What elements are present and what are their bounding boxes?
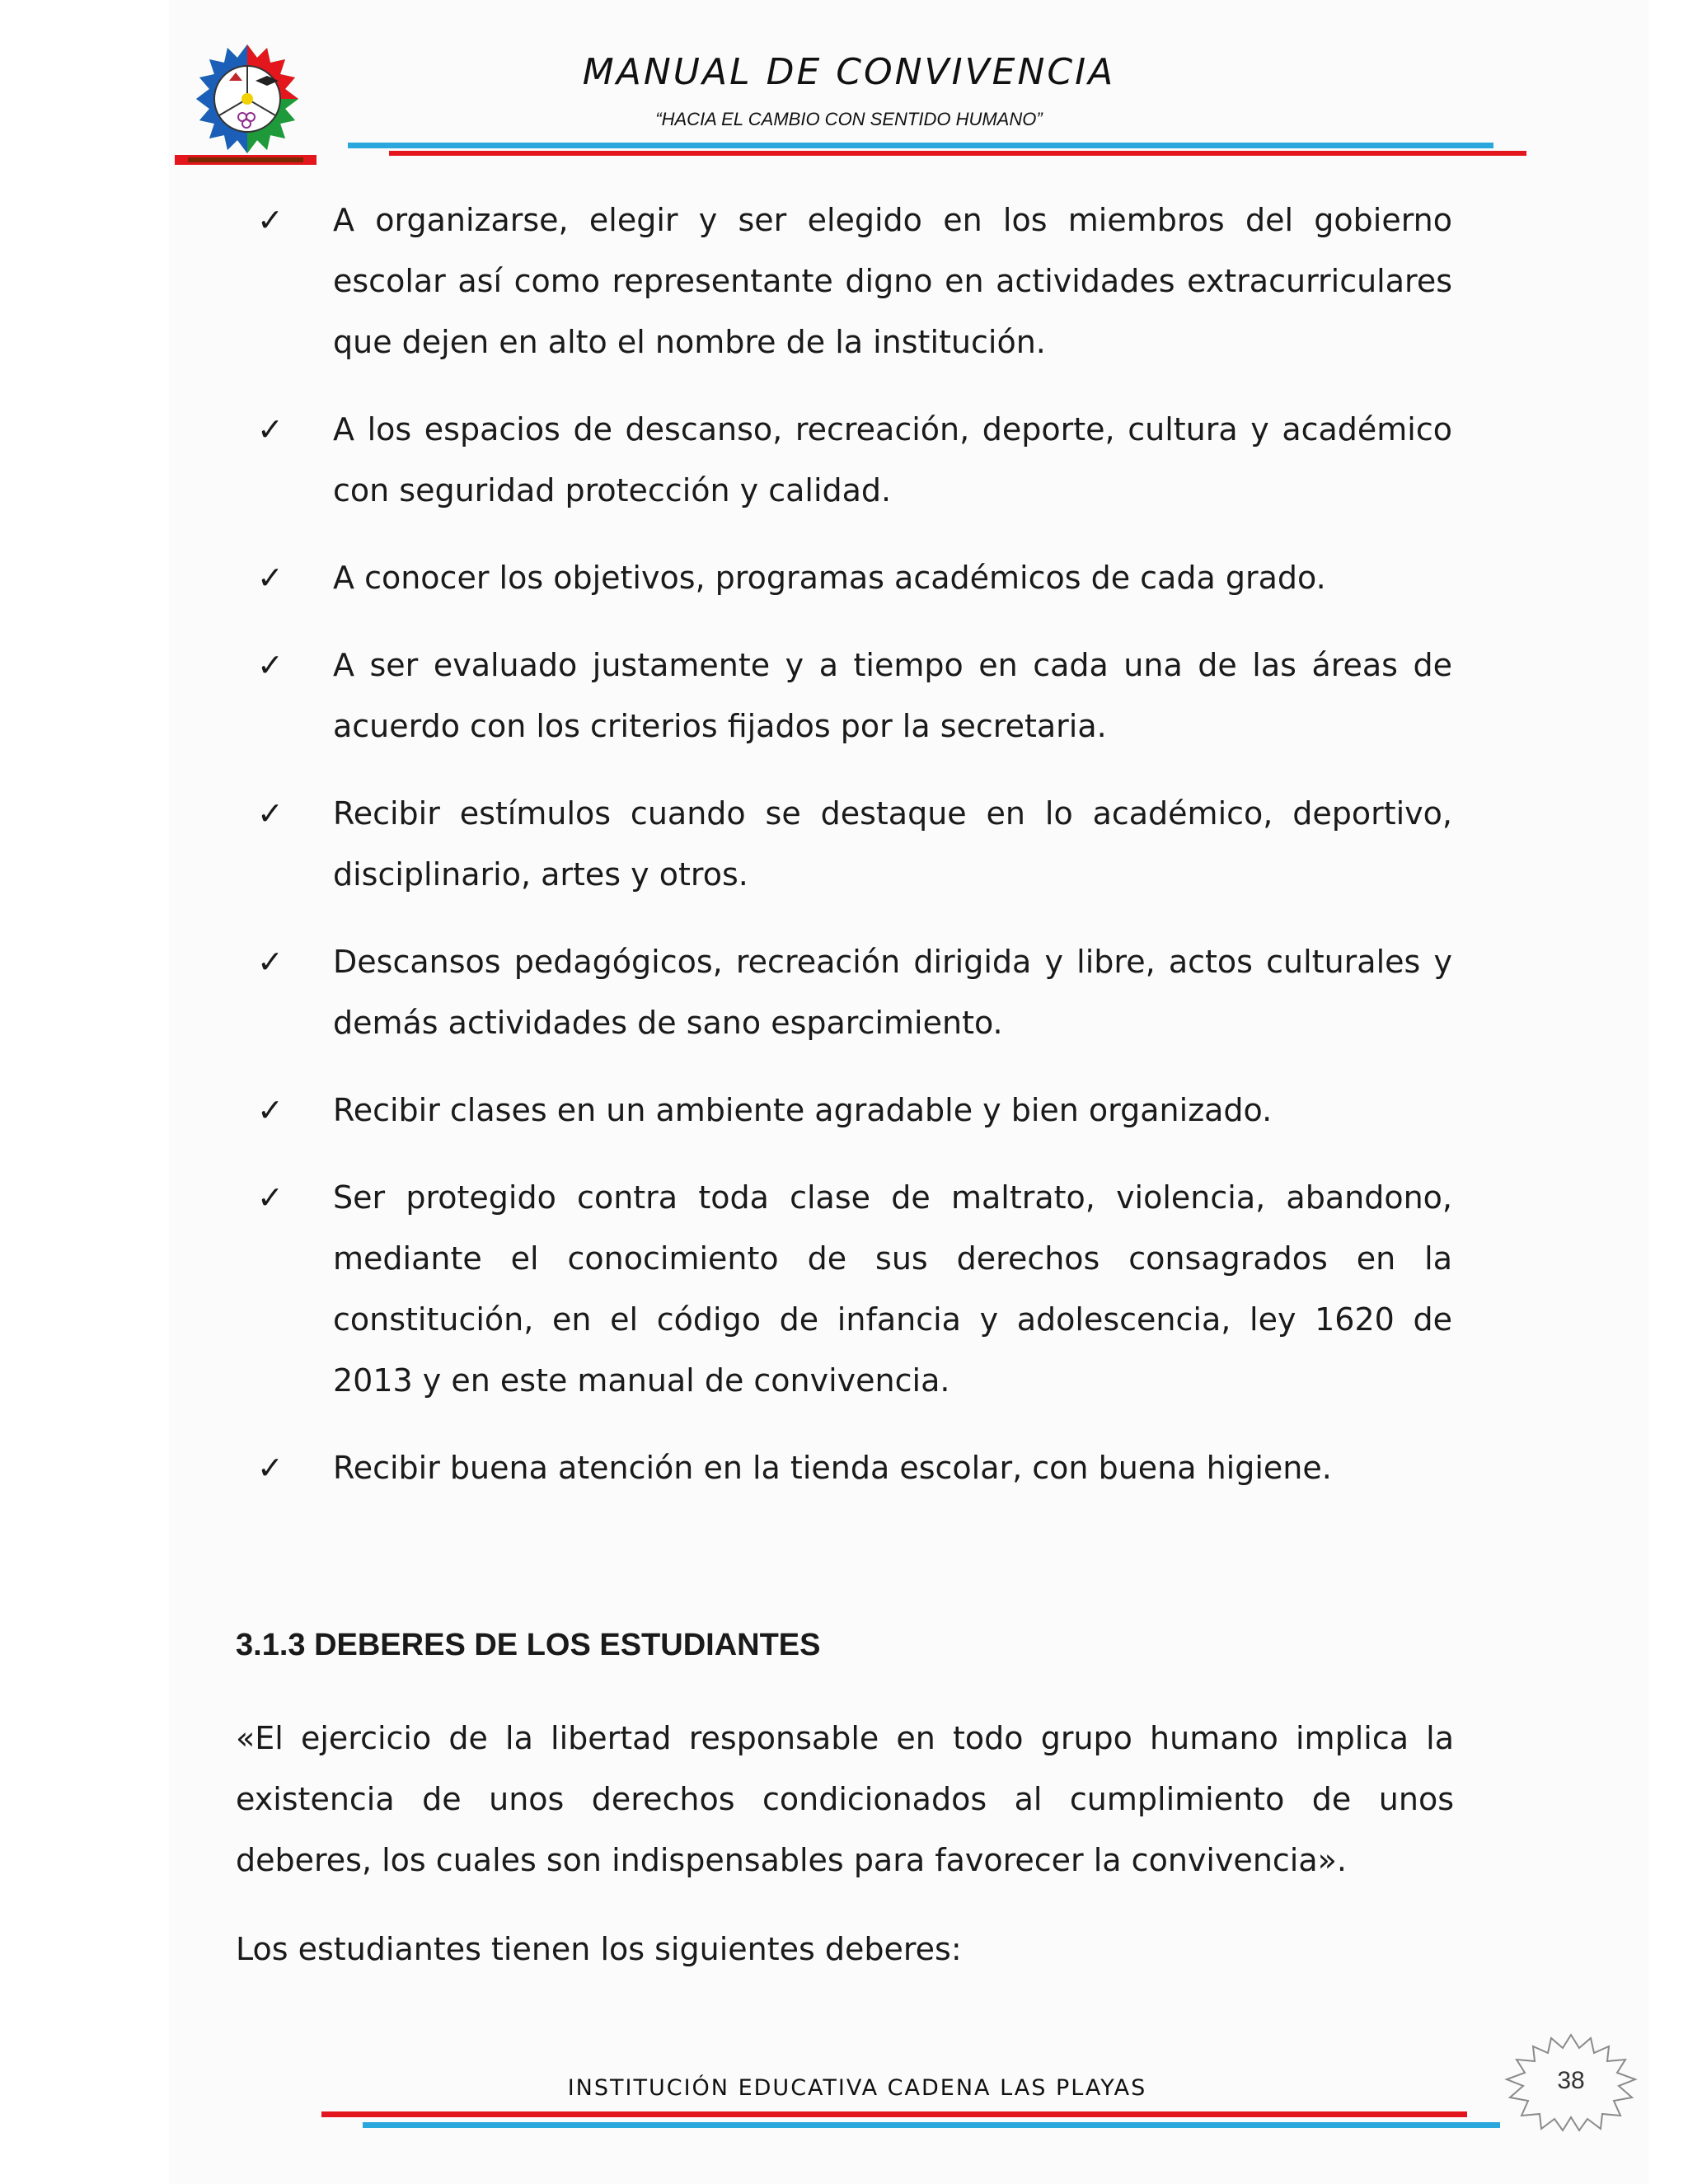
section-quote: «El ejercicio de la libertad responsable en todo grupo humano implica la existencia de unos derechos condicionados al cumplimiento de unos deberes, los cuales son indispensables para favorecer la convivencia». — [236, 1720, 1454, 1878]
check-icon: ✓ — [257, 795, 284, 832]
header-divider-blue — [348, 143, 1493, 148]
list-item — [257, 1080, 1452, 1141]
list-item — [257, 1167, 1452, 1411]
list-item-text: A organizarse, elegir y ser elegido en los miembros del gobierno escolar así como representante digno en actividades extracurriculares que dejen en alto el nombre de la institución. — [333, 202, 1452, 360]
list-item-text: A ser evaluado justamente y a tiempo en cada una de las áreas de acuerdo con los criterios fijados por la secretaria. — [333, 647, 1452, 744]
check-icon: ✓ — [257, 647, 284, 683]
check-icon: ✓ — [257, 1179, 284, 1216]
section-heading: 3.1.3 DEBERES DE LOS ESTUDIANTES — [236, 1628, 821, 1662]
check-icon: ✓ — [257, 560, 284, 596]
document-title: MANUAL DE CONVIVENCIA — [582, 51, 1116, 93]
footer-divider-blue — [363, 2122, 1500, 2128]
footer-divider-red — [321, 2111, 1467, 2117]
header-divider-red — [389, 151, 1526, 156]
list-item-text: A conocer los objetivos, programas académicos de cada grado. — [333, 560, 1326, 596]
rights-list — [257, 190, 1452, 1525]
document-subtitle: “HACIA EL CAMBIO CON SENTIDO HUMANO” — [655, 109, 1043, 129]
list-item — [257, 547, 1452, 608]
check-icon: ✓ — [257, 411, 284, 448]
check-icon: ✓ — [257, 1092, 284, 1128]
check-icon: ✓ — [257, 944, 284, 980]
list-item — [257, 931, 1452, 1053]
list-item-text: Recibir buena atención en la tienda escolar, con buena higiene. — [333, 1450, 1332, 1486]
list-item-text: Recibir clases en un ambiente agradable y bien organizado. — [333, 1092, 1273, 1128]
school-logo-icon — [171, 41, 320, 173]
footer-institution: INSTITUCIÓN EDUCATIVA CADENA LAS PLAYAS — [567, 2075, 1147, 2101]
list-item — [257, 635, 1452, 757]
list-item-text: Recibir estímulos cuando se destaque en lo académico, deportivo, disciplinario, artes y otros. — [333, 795, 1452, 893]
section-intro: Los estudiantes tienen los siguientes deberes: — [236, 1931, 962, 1967]
list-item-text: A los espacios de descanso, recreación, deporte, cultura y académico con seguridad protección y calidad. — [333, 411, 1452, 509]
list-item — [257, 399, 1452, 521]
list-item-text: Ser protegido contra toda clase de maltrato, violencia, abandono, mediante el conocimiento de sus derechos consagrados en la constitución, en el código de infancia y adolescencia, ley 1620 de 2013 y en este manual de convivencia. — [333, 1179, 1452, 1399]
page-number: 38 — [1557, 2067, 1585, 2094]
list-item-text: Descansos pedagógicos, recreación dirigida y libre, actos culturales y demás actividades de sano esparcimiento. — [333, 944, 1452, 1041]
check-icon: ✓ — [257, 1450, 284, 1486]
check-icon: ✓ — [257, 202, 284, 238]
list-item — [257, 1437, 1452, 1498]
list-item — [257, 190, 1452, 373]
list-item — [257, 783, 1452, 905]
